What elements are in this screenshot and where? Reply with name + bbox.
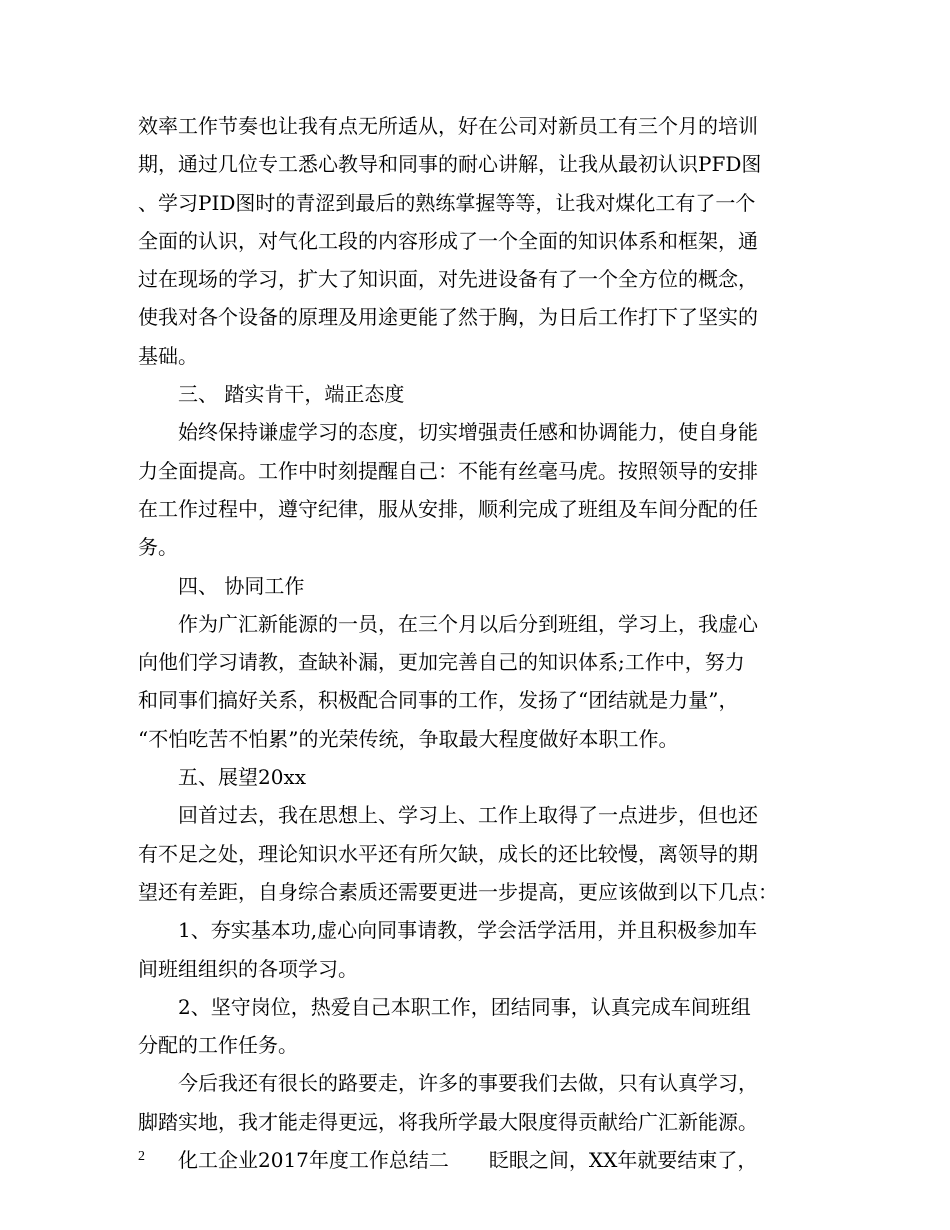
- text-line: 望还有差距，自身综合素质还需要更进一步提高，更应该做到以下几点：: [138, 879, 778, 904]
- body-text: [138, 107, 818, 1179]
- text-line: 力全面提高。工作中时刻提醒自己：不能有丝毫马虎。按照领导的安排: [138, 458, 758, 483]
- text-line: 在工作过程中，遵守纪律，服从安排，顺利完成了班组及车间分配的任: [138, 496, 758, 521]
- text-line: 今后我还有很长的路要走，许多的事要我们去做，只有认真学习，: [178, 1071, 758, 1096]
- list-item: 2、坚守岗位，热爱自己本职工作，团结同事，认真完成车间班组: [178, 994, 751, 1019]
- section-heading: 五、展望20xx: [178, 765, 307, 790]
- text-line: 效率工作节奏也让我有点无所适从，好在公司对新员工有三个月的培训: [138, 114, 758, 138]
- text-line: 脚踏实地，我才能走得更远，将我所学最大限度得贡献给广汇新能源。: [138, 1109, 758, 1134]
- text-line: 向他们学习请教，查缺补漏，更加完善自己的知识体系;工作中，努力: [138, 650, 745, 675]
- text-line: 全面的认识，对气化工段的内容形成了一个全面的知识体系和框架，通: [138, 228, 758, 253]
- text-line: 、学习PID图时的青涩到最后的熟练掌握等等，让我对煤化工有了一个: [138, 190, 756, 215]
- text-line: 和同事们搞好关系，积极配合同事的工作，发扬了“团结就是力量”，: [138, 688, 739, 713]
- page-number: 2: [138, 1149, 145, 1164]
- text-line: 始终保持谦虚学习的态度，切实增强责任感和协调能力，使自身能: [178, 420, 758, 445]
- text-line: 过在现场的学习，扩大了知识面，对先进设备有了一个全方位的概念，: [138, 267, 758, 292]
- text-line: “不怕吃苦不怕累”的光荣传统，争取最大程度做好本职工作。: [138, 726, 679, 751]
- text-line: 分配的工作任务。: [138, 1033, 298, 1058]
- list-item: 1、夯实基本功,虚心向同事请教，学会活学活用，并且积极参加车: [178, 918, 758, 943]
- text-line: 间班组组织的各项学习。: [138, 956, 358, 981]
- section-heading: 四、 协同工作: [178, 573, 305, 598]
- text-line: 作为广汇新能源的一员，在三个月以后分到班组，学习上，我虚心: [178, 611, 758, 636]
- text-line: 有不足之处，理论知识水平还有所欠缺，成长的还比较慢，离领导的期: [138, 841, 758, 866]
- text-line: 基础。: [138, 343, 198, 368]
- text-line: 务。: [138, 535, 178, 560]
- text-line: 化工企业2017年度工作总结二 眨眼之间，XX年就要结束了，: [178, 1148, 758, 1173]
- section-heading: 三、 踏实肯干，端正态度: [178, 382, 405, 407]
- text-line: 期，通过几位专工悉心教导和同事的耐心讲解，让我从最初认识PFD图: [138, 152, 762, 177]
- text-line: 回首过去，我在思想上、学习上、工作上取得了一点进步，但也还: [178, 803, 758, 828]
- text-line: 使我对各个设备的原理及用途更能了然于胸，为日后工作打下了坚实的: [138, 305, 758, 330]
